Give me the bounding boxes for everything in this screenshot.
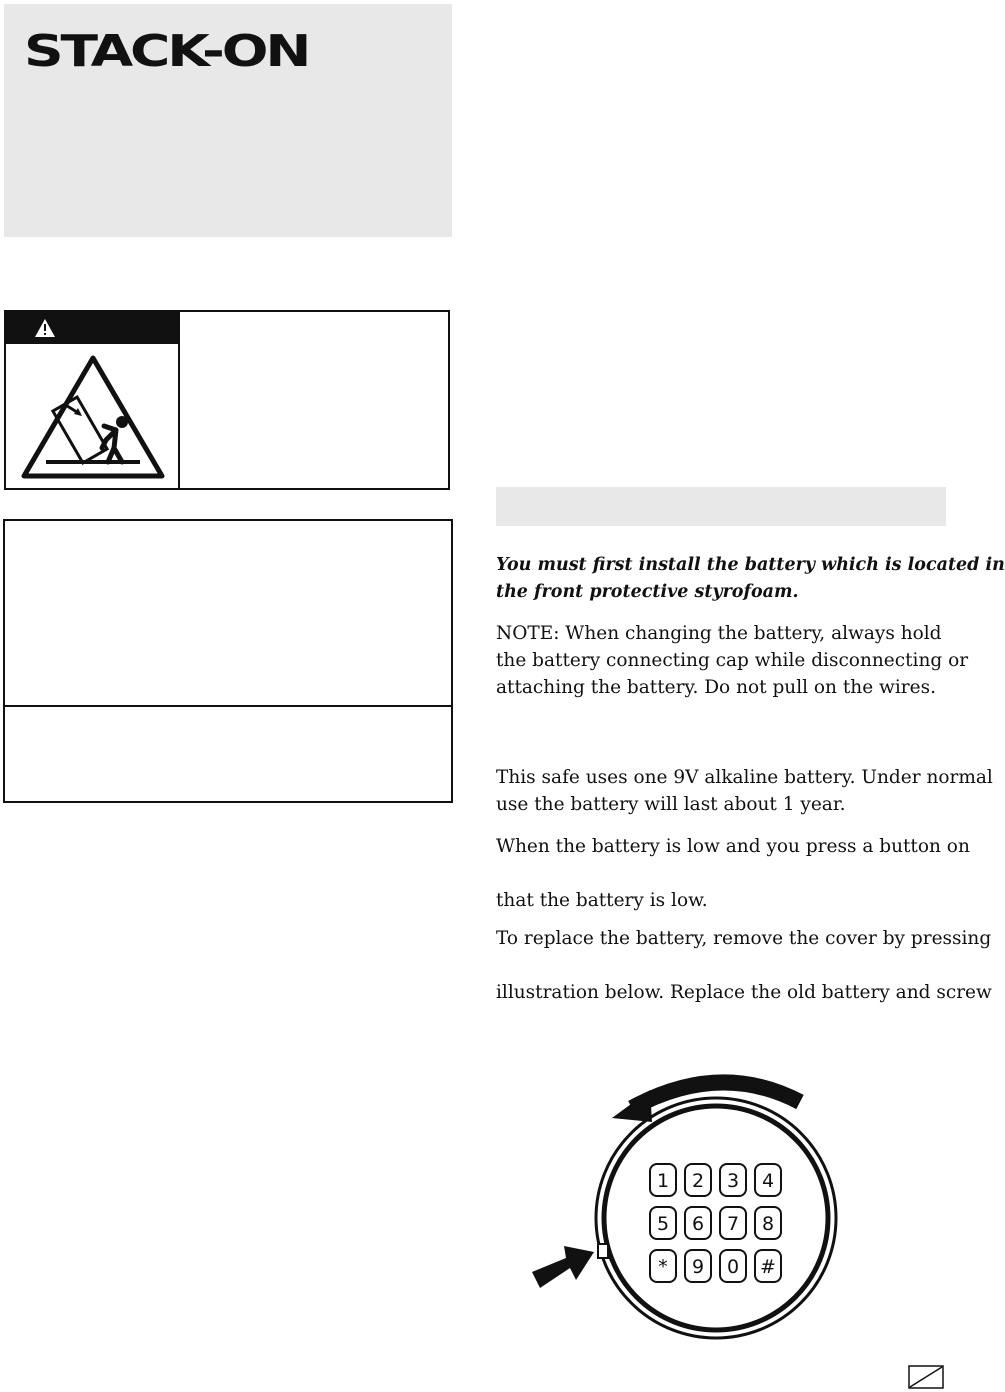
notice-divider (5, 705, 451, 707)
low-battery-line-2: that the battery is low. (496, 890, 708, 911)
battery-life-paragraph (496, 764, 993, 818)
install-line-2: the front protective styrofoam. (496, 582, 799, 602)
tip-over-hazard-icon (18, 352, 168, 482)
replace-battery-line-1: To replace the battery, remove the cover by pressing (496, 928, 992, 949)
cover-release-tab (598, 1244, 608, 1258)
keypad-key-label: # (760, 1256, 776, 1278)
section-heading-bar (496, 487, 946, 526)
keypad-key-label: 6 (691, 1213, 705, 1235)
alert-triangle-icon (34, 318, 56, 338)
note-line-3: attaching the battery. Do not pull on the wires. (496, 677, 936, 698)
keypad-key-label: 2 (691, 1170, 705, 1192)
brand-logo: STACK-ON (24, 26, 309, 77)
replace-battery-line-2: illustration below. Replace the old battery and screw (496, 982, 992, 1003)
notice-box (3, 519, 453, 803)
keypad-key-label: * (658, 1256, 668, 1278)
note-line-1: NOTE: When changing the battery, always hold (496, 623, 942, 644)
keypad-key-label: 3 (726, 1170, 740, 1192)
pointer-arrow-icon (532, 1246, 594, 1288)
keypad-keys (650, 1164, 781, 1282)
note-line-2: the battery connecting cap while disconnecting or (496, 650, 969, 671)
install-battery-note (496, 552, 1005, 606)
keypad-illustration (520, 1060, 840, 1350)
keypad-key-label: 8 (761, 1213, 775, 1235)
keypad-key-label: 9 (691, 1256, 705, 1278)
keypad-key-label: 0 (726, 1256, 740, 1278)
page-corner-mark (908, 1365, 944, 1389)
keypad-key-label: 5 (656, 1213, 670, 1235)
warning-header (6, 312, 178, 344)
low-battery-line-1: When the battery is low and you press a button on (496, 836, 970, 857)
install-line-1: You must first install the battery which is located in (496, 555, 1005, 575)
warning-box (4, 310, 450, 490)
battery-changing-note (496, 620, 969, 701)
keypad-key-label: 7 (726, 1213, 740, 1235)
life-line-2: use the battery will last about 1 year. (496, 794, 846, 815)
rotation-arrowhead (612, 1090, 652, 1122)
keypad-key-label: 4 (761, 1170, 775, 1192)
keypad-key-label: 1 (656, 1170, 670, 1192)
life-line-1: This safe uses one 9V alkaline battery. Under normal (496, 767, 993, 788)
warning-divider (178, 312, 180, 488)
